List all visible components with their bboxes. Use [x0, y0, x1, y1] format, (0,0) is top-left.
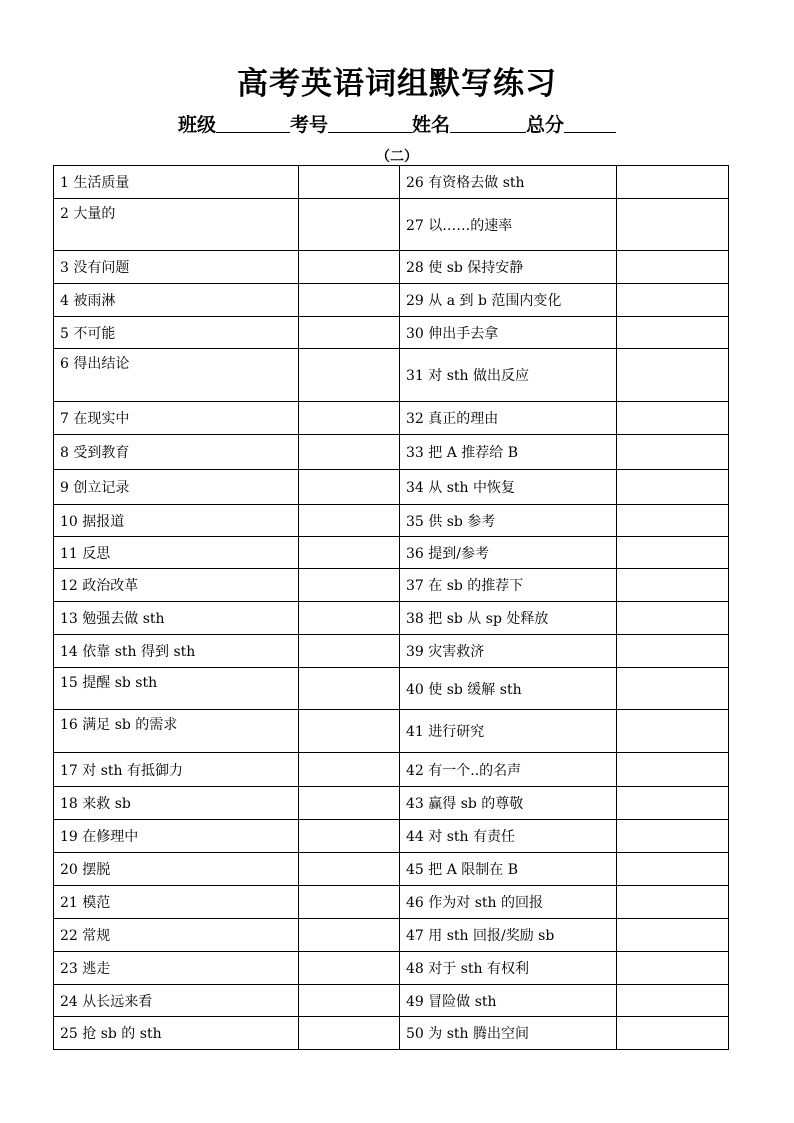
- answer-cell-left[interactable]: [299, 402, 400, 435]
- phrase-right: 31 对 sth 做出反应: [400, 349, 617, 402]
- answer-cell-right[interactable]: [617, 537, 729, 569]
- phrase-right: 39 灾害救济: [400, 635, 617, 668]
- number-blank[interactable]: [328, 114, 412, 133]
- name-label: 姓名: [412, 114, 451, 136]
- phrase-right: 43 赢得 sb 的尊敬: [400, 787, 617, 820]
- table-row: [54, 402, 729, 435]
- answer-cell-right[interactable]: [617, 199, 729, 251]
- phrase-right: 49 冒险做 sth: [400, 985, 617, 1017]
- answer-cell-right[interactable]: [617, 569, 729, 602]
- answer-cell-left[interactable]: [299, 985, 400, 1017]
- phrase-right: 26 有资格去做 sth: [400, 166, 617, 199]
- phrase-right: 48 对于 sth 有权利: [400, 952, 617, 985]
- page-title: 高考英语词组默写练习: [237, 66, 557, 102]
- phrase-left: 6 得出结论: [54, 349, 299, 402]
- phrase-right: 36 提到/参考: [400, 537, 617, 569]
- answer-cell-right[interactable]: [617, 166, 729, 199]
- answer-cell-left[interactable]: [299, 470, 400, 505]
- table-row: [54, 602, 729, 635]
- answer-cell-left[interactable]: [299, 349, 400, 402]
- table-row: [54, 470, 729, 505]
- phrase-right: 37 在 sb 的推荐下: [400, 569, 617, 602]
- phrase-left: 7 在现实中: [54, 402, 299, 435]
- class-blank[interactable]: [216, 114, 290, 133]
- table-row: [54, 435, 729, 470]
- table-row: [54, 710, 729, 753]
- answer-cell-right[interactable]: [617, 985, 729, 1017]
- phrase-left: 10 据报道: [54, 505, 299, 537]
- answer-cell-left[interactable]: [299, 886, 400, 919]
- phrase-left: 16 满足 sb 的需求: [54, 710, 299, 753]
- answer-cell-right[interactable]: [617, 1017, 729, 1050]
- answer-cell-right[interactable]: [617, 886, 729, 919]
- section-subtitle: （二）: [376, 149, 418, 165]
- phrase-right: 50 为 sth 腾出空间: [400, 1017, 617, 1050]
- phrase-right: 32 真正的理由: [400, 402, 617, 435]
- answer-cell-right[interactable]: [617, 710, 729, 753]
- answer-cell-left[interactable]: [299, 284, 400, 317]
- phrase-left: 14 依靠 sth 得到 sth: [54, 635, 299, 668]
- answer-cell-right[interactable]: [617, 349, 729, 402]
- answer-cell-right[interactable]: [617, 317, 729, 349]
- phrase-right: 41 进行研究: [400, 710, 617, 753]
- phrase-left: 15 提醒 sb sth: [54, 668, 299, 710]
- phrase-right: 38 把 sb 从 sp 处释放: [400, 602, 617, 635]
- answer-cell-left[interactable]: [299, 820, 400, 853]
- answer-cell-left[interactable]: [299, 853, 400, 886]
- table-row: [54, 569, 729, 602]
- phrase-right: 30 伸出手去拿: [400, 317, 617, 349]
- answer-cell-right[interactable]: [617, 853, 729, 886]
- answer-cell-right[interactable]: [617, 505, 729, 537]
- score-label: 总分: [526, 114, 565, 136]
- answer-cell-left[interactable]: [299, 317, 400, 349]
- phrase-left: 21 模范: [54, 886, 299, 919]
- phrase-left: 5 不可能: [54, 317, 299, 349]
- answer-cell-right[interactable]: [617, 952, 729, 985]
- phrase-left: 1 生活质量: [54, 166, 299, 199]
- answer-cell-right[interactable]: [617, 787, 729, 820]
- table-row: [54, 820, 729, 853]
- class-label: 班级: [177, 114, 216, 136]
- table-row: [54, 537, 729, 569]
- answer-cell-right[interactable]: [617, 635, 729, 668]
- table-row: [54, 787, 729, 820]
- phrase-left: 4 被雨淋: [54, 284, 299, 317]
- table-row: [54, 284, 729, 317]
- answer-cell-right[interactable]: [617, 470, 729, 505]
- phrase-left: 2 大量的: [54, 199, 299, 251]
- answer-cell-right[interactable]: [617, 753, 729, 787]
- answer-cell-left[interactable]: [299, 537, 400, 569]
- answer-cell-left[interactable]: [299, 602, 400, 635]
- table-row: [54, 985, 729, 1017]
- table-row: [54, 919, 729, 952]
- answer-cell-left[interactable]: [299, 710, 400, 753]
- phrase-right: 40 使 sb 缓解 sth: [400, 668, 617, 710]
- answer-cell-right[interactable]: [617, 668, 729, 710]
- answer-cell-right[interactable]: [617, 251, 729, 284]
- table-row: [54, 886, 729, 919]
- phrase-right: 45 把 A 限制在 B: [400, 853, 617, 886]
- table-row: [54, 199, 729, 251]
- phrase-left: 17 对 sth 有抵御力: [54, 753, 299, 787]
- phrase-table: [53, 165, 729, 1050]
- student-info-line: [0, 110, 794, 137]
- table-row: [54, 317, 729, 349]
- answer-cell-left[interactable]: [299, 635, 400, 668]
- phrase-right: 28 使 sb 保持安静: [400, 251, 617, 284]
- phrase-left: 3 没有问题: [54, 251, 299, 284]
- answer-cell-left[interactable]: [299, 787, 400, 820]
- answer-cell-right[interactable]: [617, 820, 729, 853]
- answer-cell-left[interactable]: [299, 435, 400, 470]
- table-row: [54, 251, 729, 284]
- table-row: [54, 505, 729, 537]
- phrase-right: 34 从 sth 中恢复: [400, 470, 617, 505]
- table-row: [54, 166, 729, 199]
- answer-cell-right[interactable]: [617, 602, 729, 635]
- answer-cell-left[interactable]: [299, 251, 400, 284]
- phrase-right: 33 把 A 推荐给 B: [400, 435, 617, 470]
- phrase-right: 47 用 sth 回报/奖励 sb: [400, 919, 617, 952]
- phrase-right: 42 有一个..的名声: [400, 753, 617, 787]
- table-row: [54, 853, 729, 886]
- answer-cell-left[interactable]: [299, 199, 400, 251]
- phrase-right: 29 从 a 到 b 范围内变化: [400, 284, 617, 317]
- answer-cell-right[interactable]: [617, 435, 729, 470]
- answer-cell-right[interactable]: [617, 919, 729, 952]
- answer-cell-left[interactable]: [299, 1017, 400, 1050]
- phrase-right: 35 供 sb 参考: [400, 505, 617, 537]
- phrase-right: 44 对 sth 有责任: [400, 820, 617, 853]
- phrase-left: 24 从长远来看: [54, 985, 299, 1017]
- table-row: [54, 349, 729, 402]
- phrase-left: 22 常规: [54, 919, 299, 952]
- phrase-left: 12 政治改革: [54, 569, 299, 602]
- score-blank[interactable]: [564, 114, 616, 133]
- phrase-left: 8 受到教育: [54, 435, 299, 470]
- phrase-left: 23 逃走: [54, 952, 299, 985]
- phrase-left: 25 抢 sb 的 sth: [54, 1017, 299, 1050]
- phrase-right: 27 以……的速率: [400, 199, 617, 251]
- name-blank[interactable]: [450, 114, 526, 133]
- table-row: [54, 668, 729, 710]
- phrase-left: 13 勉强去做 sth: [54, 602, 299, 635]
- phrase-right: 46 作为对 sth 的回报: [400, 886, 617, 919]
- answer-cell-left[interactable]: [299, 753, 400, 787]
- table-row: [54, 952, 729, 985]
- phrase-left: 9 创立记录: [54, 470, 299, 505]
- phrase-left: 20 摆脱: [54, 853, 299, 886]
- table-row: [54, 635, 729, 668]
- answer-cell-left[interactable]: [299, 919, 400, 952]
- number-label: 考号: [289, 114, 328, 136]
- answer-cell-left[interactable]: [299, 668, 400, 710]
- answer-cell-right[interactable]: [617, 402, 729, 435]
- phrase-left: 11 反思: [54, 537, 299, 569]
- answer-cell-left[interactable]: [299, 166, 400, 199]
- answer-cell-left[interactable]: [299, 505, 400, 537]
- answer-cell-right[interactable]: [617, 284, 729, 317]
- table-row: [54, 753, 729, 787]
- answer-cell-left[interactable]: [299, 569, 400, 602]
- table-row: [54, 1017, 729, 1050]
- phrase-left: 18 来救 sb: [54, 787, 299, 820]
- phrase-left: 19 在修理中: [54, 820, 299, 853]
- answer-cell-left[interactable]: [299, 952, 400, 985]
